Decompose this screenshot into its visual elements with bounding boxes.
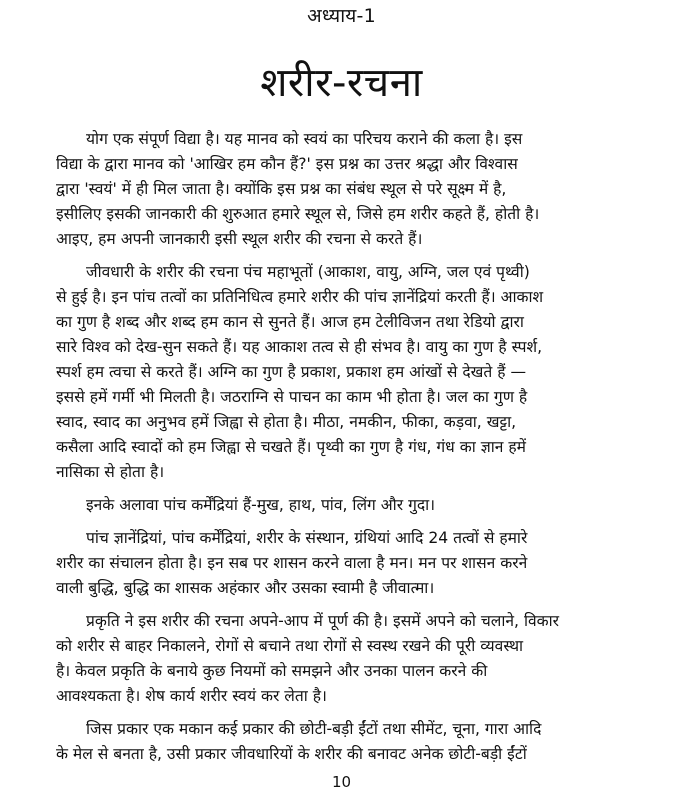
text-line: वाली बुद्धि, बुद्धि का शासक अहंकार और उसका स्वामी है जीवात्मा। — [56, 579, 435, 597]
paragraph-6 — [56, 717, 636, 767]
page-title: शरीर-रचना — [260, 60, 423, 106]
text-line: इससे हमें गर्मी भी मिलती है। जठराग्नि से पाचन का काम भी होता है। जल का गुण है — [56, 388, 528, 406]
paragraph-3 — [56, 493, 636, 518]
text-line: आवश्यकता है। शेष कार्य शरीर स्वयं कर लेता है। — [56, 687, 327, 705]
paragraph-1 — [56, 127, 636, 252]
body-text — [56, 127, 636, 775]
paragraph-4 — [56, 526, 636, 601]
text-line: योग एक संपूर्ण विद्या है। यह मानव को स्वयं का परिचय कराने की कला है। इस — [86, 130, 523, 148]
paragraph-5 — [56, 609, 636, 709]
text-line: से हुई है। इन पांच तत्वों का प्रतिनिधित्व हमारे शरीर की पांच ज्ञानेंद्रियां करती हैं। आकाश — [56, 288, 544, 306]
text-line: आइए, हम अपनी जानकारी इसी स्थूल शरीर की रचना से करते हैं। — [56, 230, 423, 248]
text-line: नासिका से होता है। — [56, 463, 165, 481]
text-line: जिस प्रकार एक मकान कई प्रकार की छोटी-बड़ी ईंटों तथा सीमेंट, चूना, गारा आदि — [86, 720, 542, 738]
paragraph-2 — [56, 260, 636, 485]
text-line: को शरीर से बाहर निकालने, रोगों से बचाने तथा रोगों से स्वस्थ रखने की पूरी व्यवस्था — [56, 637, 524, 655]
text-line: का गुण है शब्द और शब्द हम कान से सुनते हैं। आज हम टेलीविजन तथा रेडियो द्वारा — [56, 313, 524, 331]
text-line: जीवधारी के शरीर की रचना पंच महाभूतों (आकाश, वायु, अग्नि, जल एवं पृथ्वी) — [86, 263, 530, 281]
text-line: विद्या के द्वारा मानव को 'आखिर हम कौन हैं?' इस प्रश्न का उत्तर श्रद्धा और विश्वास — [56, 155, 518, 173]
page-number: 10 — [331, 773, 352, 791]
text-line: द्वारा 'स्वयं' में ही मिल जाता है। क्योंकि इस प्रश्न का संबंध स्थूल से परे सूक्ष्म में है, — [56, 180, 507, 198]
text-line: पांच ज्ञानेंद्रियां, पांच कर्मेंद्रियां, शरीर के संस्थान, ग्रंथियां आदि 24 तत्वों से हमारे — [86, 529, 528, 547]
text-line: कसैला आदि स्वादों को हम जिह्वा से चखते हैं। पृथ्वी का गुण है गंध, गंध का ज्ञान हमें — [56, 438, 526, 456]
text-line: के मेल से बनता है, उसी प्रकार जीवधारियों के शरीर की बनावट अनेक छोटी-बड़ी ईंटों — [56, 745, 527, 763]
text-line: है। केवल प्रकृति के बनाये कुछ नियमों को समझने और उनका पालन करने की — [56, 662, 488, 680]
chapter-label: अध्याय-1 — [307, 5, 376, 27]
text-line: स्पर्श हम त्वचा से करते हैं। अग्नि का गुण है प्रकाश, प्रकाश हम आंखों से देखते हैं — — [56, 363, 527, 381]
text-line: शरीर का संचालन होता है। इन सब पर शासन करने वाला है मन। मन पर शासन करने — [56, 554, 528, 572]
text-line: स्वाद, स्वाद का अनुभव हमें जिह्वा से होता है। मीठा, नमकीन, फीका, कड़वा, खट्टा, — [56, 413, 517, 431]
text-line: सारे विश्व को देख-सुन सकते हैं। यह आकाश तत्व से ही संभव है। वायु का गुण है स्पर्श, — [56, 338, 543, 356]
text-line: प्रकृति ने इस शरीर की रचना अपने-आप में पूर्ण की है। इसमें अपने को चलाने, विकार — [86, 612, 560, 630]
text-line: इसीलिए इसकी जानकारी की शुरुआत हमारे स्थूल से, जिसे हम शरीर कहते हैं, होती है। — [56, 205, 540, 223]
text-line: इनके अलावा पांच कर्मेंद्रियां हैं-मुख, हाथ, पांव, लिंग और गुदा। — [86, 496, 436, 514]
